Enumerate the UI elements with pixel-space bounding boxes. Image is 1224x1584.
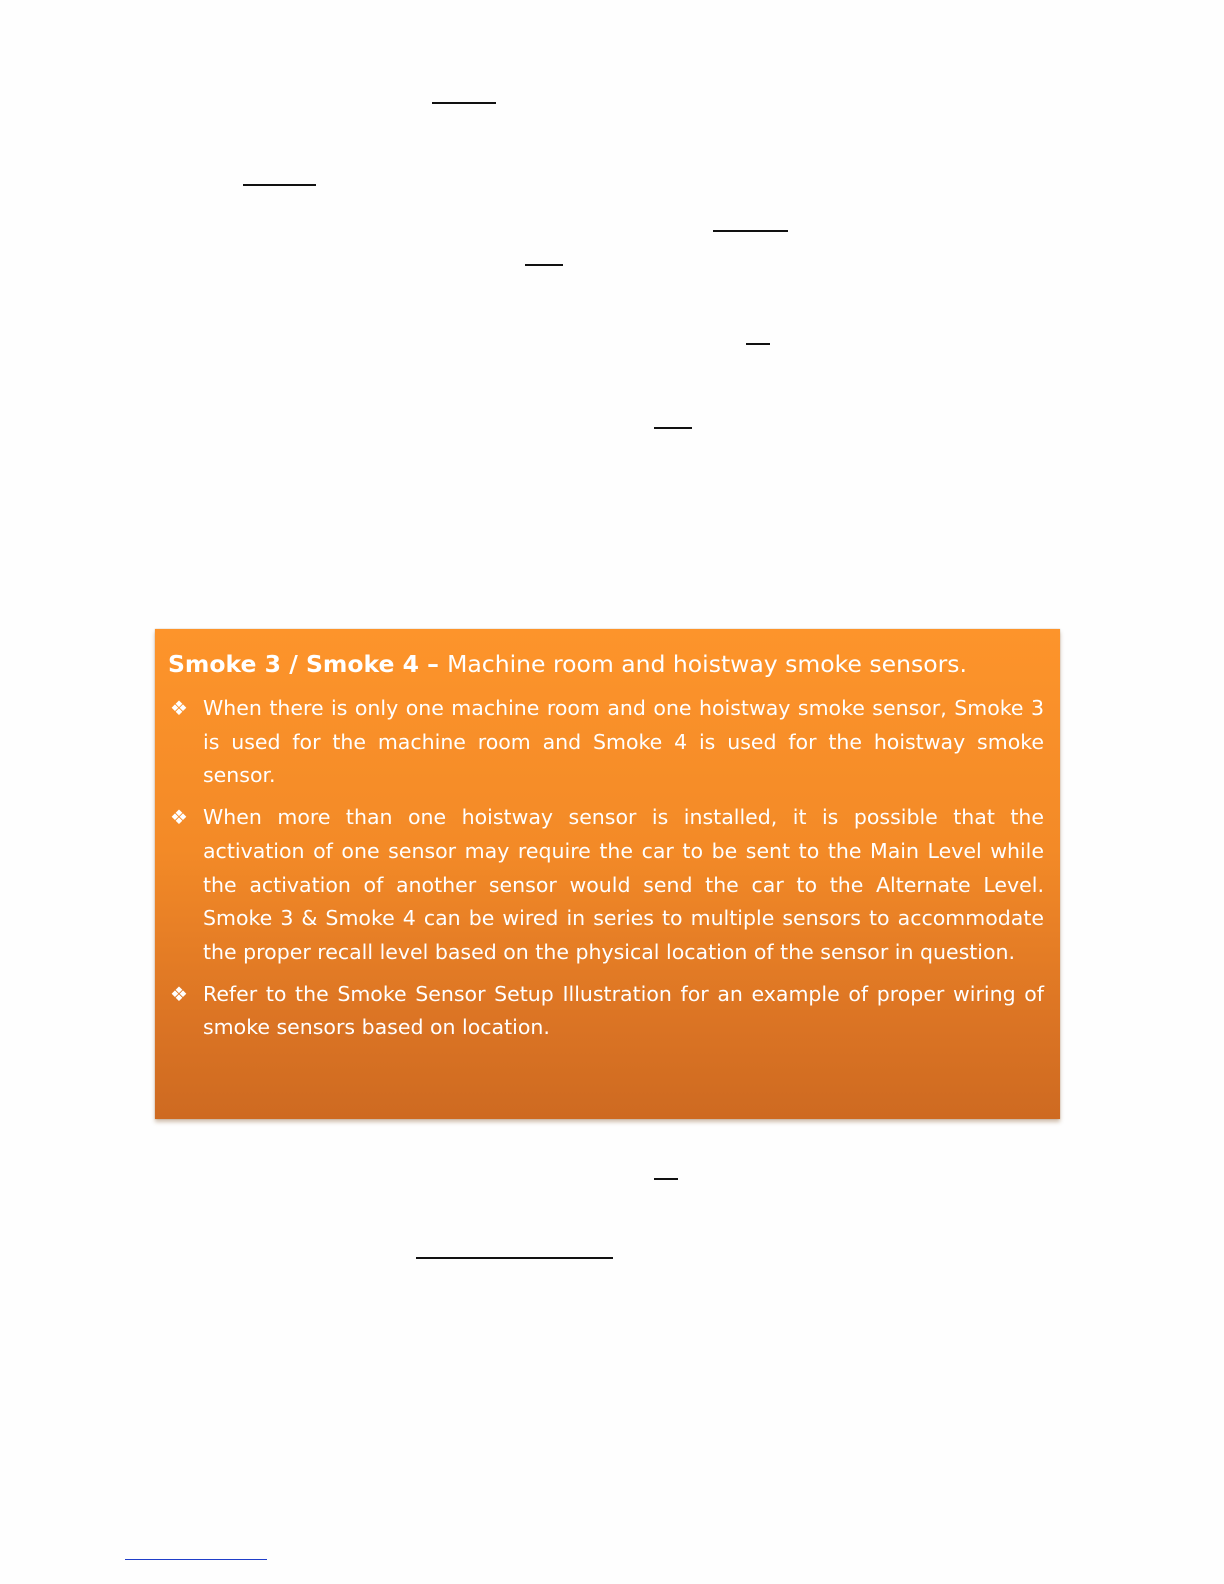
list-item xyxy=(168,978,1044,1045)
list-item-text: Refer to the Smoke Sensor Setup Illustration for an example of proper wiring of smoke sensors based on location. xyxy=(203,981,1044,1040)
underline-mark xyxy=(746,343,770,345)
underline-mark xyxy=(654,1178,678,1180)
smoke-sensor-callout xyxy=(155,629,1060,1119)
underline-mark xyxy=(416,1257,613,1259)
callout-heading xyxy=(168,649,1044,679)
list-item xyxy=(168,801,1044,970)
footnote-link-underline[interactable] xyxy=(125,1559,267,1560)
underline-mark xyxy=(243,184,316,186)
callout-heading-term: Smoke 3 / Smoke 4 – xyxy=(168,650,448,678)
underline-mark xyxy=(432,102,496,104)
callout-heading-description: Machine room and hoistway smoke sensors. xyxy=(447,650,967,678)
underline-mark xyxy=(713,230,788,232)
diamond-four-icon: ❖ xyxy=(170,696,188,720)
callout-bullet-list xyxy=(168,692,1044,1045)
diamond-four-icon: ❖ xyxy=(170,981,188,1006)
list-item-text: When there is only one machine room and one hoistway smoke sensor, Smoke 3 is used for the machine room and Smoke 4 is used for the hoistway smoke sensor. xyxy=(203,696,1044,788)
underline-mark xyxy=(525,264,563,266)
list-item xyxy=(168,692,1044,793)
underline-mark xyxy=(654,427,692,429)
list-item-text: When more than one hoistway sensor is installed, it is possible that the activation of one sensor may require the car to be sent to the Main Level while the activation of another sensor would send the car to the Alternate Level. Smoke 3 & Smoke 4 can be wired in series to multiple sensors to accommodate the proper recall level based on the physical location of the sensor in question. xyxy=(203,805,1044,964)
diamond-four-icon: ❖ xyxy=(170,805,188,830)
